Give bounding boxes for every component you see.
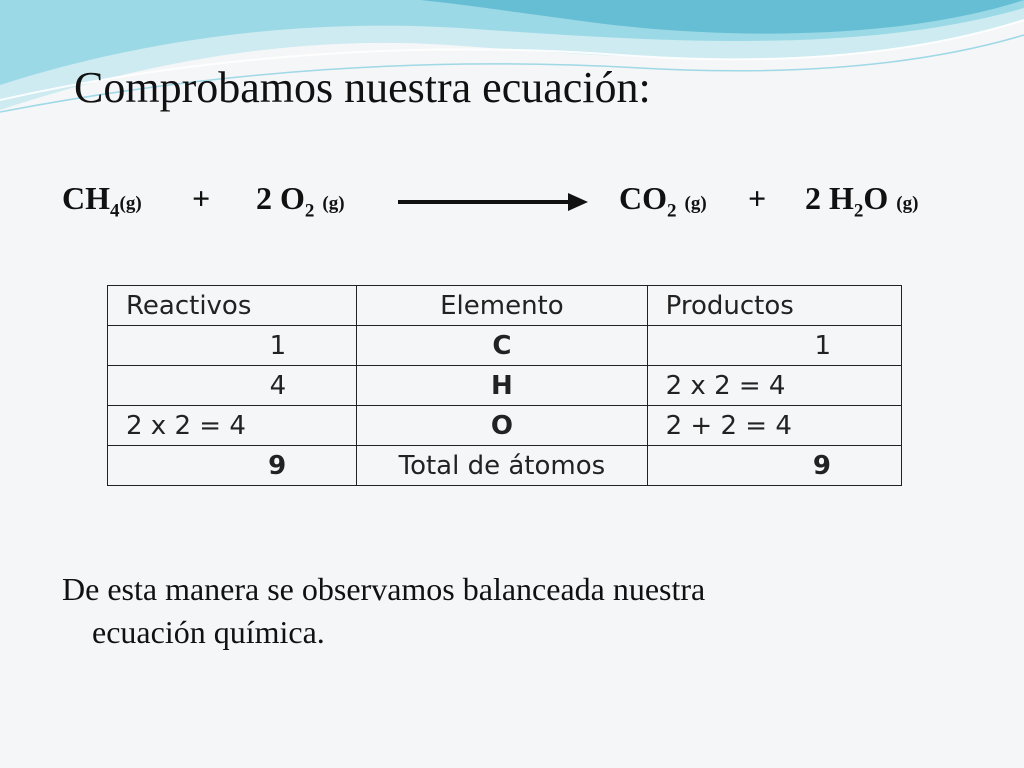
conclusion-text [62,568,942,654]
slide-title: Comprobamos nuestra ecuación: [74,63,651,112]
header-elemento: Elemento [357,286,647,326]
cell-reactivos: 4 [108,366,357,406]
cell-productos-total: 9 [647,446,901,486]
conclusion-line-1: De esta manera se observamos balanceada nuestra [62,571,706,607]
cell-productos: 2 x 2 = 4 [647,366,901,406]
cell-elemento: O [357,406,647,446]
cell-total-label: Total de átomos [357,446,647,486]
reactant-methane: $CH_4(g)$ [62,180,142,222]
product-carbon-dioxide: $CO_2$ (g) [619,180,707,222]
plus-sign-2: + [748,180,767,216]
table-header-row [108,286,902,326]
cell-productos: 1 [647,326,901,366]
product-water: 2 $H_2O$ (g) [805,180,919,222]
table-row-total [108,446,902,486]
cell-reactivos: 1 [108,326,357,366]
chemical-equation [62,180,962,230]
header-productos: Productos [647,286,901,326]
table-row [108,366,902,406]
cell-productos: 2 + 2 = 4 [647,406,901,446]
atom-balance-table [107,285,902,486]
table-row [108,406,902,446]
cell-reactivos: 2 x 2 = 4 [108,406,357,446]
reaction-arrow-icon [398,190,588,214]
reactant-oxygen: 2 $O_2$ (g) [256,180,345,222]
header-reactivos: Reactivos [108,286,357,326]
table-row [108,326,902,366]
conclusion-line-2: ecuación química. [92,614,325,650]
cell-elemento: C [357,326,647,366]
cell-reactivos-total: 9 [108,446,357,486]
cell-elemento: H [357,366,647,406]
plus-sign-1: + [192,180,211,216]
